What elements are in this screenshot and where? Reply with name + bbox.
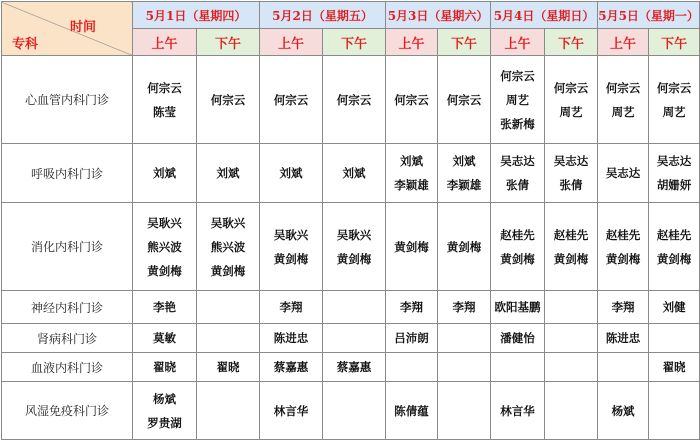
schedule-cell [260, 353, 323, 382]
schedule-cell [197, 144, 260, 203]
doctor-name: 林言华 [273, 403, 309, 418]
department-row [2, 56, 700, 144]
doctor-name: 吴耿兴 [273, 227, 309, 242]
doctor-name: 林言华 [500, 403, 535, 418]
doctor-name: 翟晓 [662, 360, 686, 374]
doctor-name: 吴耿兴 [210, 215, 246, 230]
schedule-cell [649, 56, 700, 144]
schedule-cell [598, 56, 649, 144]
schedule-cell [649, 291, 700, 324]
doctor-name: 张新梅 [500, 116, 535, 131]
doctor-name: 周艺 [662, 104, 686, 119]
schedule-cell [386, 382, 438, 440]
schedule-cell [323, 56, 386, 144]
doctor-name: 何宗云 [500, 68, 535, 83]
schedule-cell [197, 56, 260, 144]
department-name: 神经内科门诊 [2, 291, 133, 324]
doctor-name: 何宗云 [553, 80, 589, 95]
doctor-name: 欧阳基鹏 [494, 300, 541, 314]
schedule-cell [598, 382, 649, 440]
doctor-name: 周艺 [611, 104, 635, 119]
corner-time-label: 时间 [69, 20, 96, 35]
doctor-name: 何宗云 [656, 80, 692, 95]
date-header: 5月5日（星期一） [598, 2, 700, 29]
schedule-cell [197, 203, 260, 291]
schedule-cell [438, 203, 491, 291]
schedule-cell [323, 324, 386, 353]
schedule-cell [545, 291, 598, 324]
schedule-cell [260, 382, 323, 440]
schedule-cell [438, 324, 491, 353]
doctor-name: 吴志达 [500, 154, 535, 168]
schedule-cell [598, 324, 649, 353]
schedule-cell [598, 203, 649, 291]
doctor-name: 罗贵湖 [147, 415, 182, 430]
doctor-name: 刘斌 [342, 166, 366, 180]
department-row [2, 144, 700, 203]
doctor-name: 周艺 [506, 92, 530, 107]
schedule-cell [649, 144, 700, 203]
schedule-cell [438, 353, 491, 382]
corner-header [2, 2, 133, 56]
doctor-name: 赵桂先 [605, 227, 641, 242]
date-header: 5月4日（星期日） [491, 2, 598, 29]
schedule-cell [491, 291, 545, 324]
department-name: 心血管内科门诊 [2, 56, 133, 144]
department-name: 肾病科门诊 [2, 324, 133, 353]
doctor-name: 吴志达 [605, 166, 641, 180]
doctor-name: 吴耿兴 [147, 215, 182, 230]
doctor-name: 陈倩蕴 [394, 403, 429, 418]
schedule-cell [491, 382, 545, 440]
pm-header: 下午 [323, 29, 386, 56]
doctor-name: 黄剑梅 [605, 251, 641, 266]
am-header: 上午 [260, 29, 323, 56]
schedule-cell [386, 144, 438, 203]
schedule-cell [197, 382, 260, 440]
doctor-name: 何宗云 [446, 92, 482, 107]
doctor-name: 赵桂先 [500, 227, 535, 242]
department-row [2, 353, 700, 382]
department-row [2, 324, 700, 353]
doctor-name: 吴耿兴 [336, 227, 372, 242]
schedule-cell [491, 203, 545, 291]
schedule-cell [260, 144, 323, 203]
doctor-name: 李颖雄 [394, 178, 429, 192]
schedule-cell [323, 291, 386, 324]
doctor-name: 吴志达 [553, 154, 589, 168]
doctor-name: 黄剑梅 [394, 239, 429, 254]
schedule-body [2, 56, 700, 440]
doctor-name: 李艳 [153, 300, 176, 314]
pm-header: 下午 [197, 29, 260, 56]
department-name: 风湿免疫科门诊 [2, 382, 133, 440]
schedule-cell [323, 382, 386, 440]
doctor-name: 何宗云 [336, 92, 372, 107]
pm-header: 下午 [649, 29, 700, 56]
doctor-name: 何宗云 [605, 80, 641, 95]
schedule-cell [649, 382, 700, 440]
schedule-cell [649, 203, 700, 291]
schedule-cell [260, 291, 323, 324]
schedule-cell [491, 144, 545, 203]
schedule-cell [386, 324, 438, 353]
schedule-cell [133, 353, 197, 382]
schedule-cell [197, 353, 260, 382]
doctor-name: 何宗云 [147, 80, 182, 95]
doctor-name: 熊兴波 [147, 239, 182, 254]
department-row [2, 203, 700, 291]
schedule-cell [133, 144, 197, 203]
doctor-name: 赵桂先 [553, 227, 589, 242]
schedule-cell [260, 56, 323, 144]
schedule-cell [197, 324, 260, 353]
schedule-cell [260, 324, 323, 353]
doctor-name: 黄剑梅 [553, 251, 589, 266]
date-header: 5月3日（星期六） [386, 2, 491, 29]
doctor-name: 何宗云 [394, 92, 429, 107]
doctor-name: 黄剑梅 [446, 239, 482, 254]
schedule-cell [386, 203, 438, 291]
am-header: 上午 [491, 29, 545, 56]
schedule-cell [386, 291, 438, 324]
doctor-name: 杨斌 [153, 391, 176, 406]
doctor-name: 蔡嘉惠 [336, 360, 372, 374]
doctor-name: 刘斌 [216, 166, 240, 180]
doctor-name: 黄剑梅 [147, 263, 182, 278]
schedule-cell [438, 291, 491, 324]
schedule-cell [598, 144, 649, 203]
doctor-name: 何宗云 [210, 92, 246, 107]
department-name: 血液内科门诊 [2, 353, 133, 382]
doctor-name: 翟晓 [216, 360, 240, 374]
doctor-name: 陈进忠 [273, 331, 309, 345]
schedule-cell [438, 144, 491, 203]
doctor-name: 周艺 [559, 104, 583, 119]
am-header: 上午 [133, 29, 197, 56]
doctor-name: 张倩 [559, 178, 583, 192]
schedule-cell [260, 203, 323, 291]
doctor-name: 吕沛朗 [394, 331, 429, 345]
department-name: 呼吸内科门诊 [2, 144, 133, 203]
doctor-name: 莫敏 [153, 331, 176, 345]
department-row [2, 382, 700, 440]
schedule-cell [133, 203, 197, 291]
doctor-name: 陈进忠 [605, 331, 641, 345]
doctor-name: 黄剑梅 [336, 251, 372, 266]
schedule-cell [545, 56, 598, 144]
date-header: 5月2日（星期五） [260, 2, 386, 29]
doctor-name: 黄剑梅 [656, 251, 692, 266]
date-header-row [2, 2, 700, 29]
pm-header: 下午 [545, 29, 598, 56]
pm-header: 下午 [438, 29, 491, 56]
date-header: 5月1日（星期四） [133, 2, 260, 29]
doctor-name: 李翔 [611, 300, 635, 314]
schedule-cell [197, 291, 260, 324]
schedule-cell [491, 353, 545, 382]
doctor-name: 李翔 [279, 300, 303, 314]
schedule-cell [545, 382, 598, 440]
doctor-name: 黄剑梅 [500, 251, 535, 266]
schedule-cell [649, 324, 700, 353]
doctor-name: 刘斌 [153, 166, 176, 180]
schedule-cell [545, 353, 598, 382]
am-header: 上午 [598, 29, 649, 56]
schedule-cell [649, 353, 700, 382]
schedule-cell [323, 203, 386, 291]
schedule-cell [133, 291, 197, 324]
schedule-cell [545, 324, 598, 353]
doctor-name: 李翔 [452, 300, 476, 314]
doctor-name: 刘斌 [452, 154, 476, 168]
doctor-name: 吴志达 [656, 154, 692, 168]
schedule-cell [598, 291, 649, 324]
doctor-name: 张倩 [506, 178, 530, 192]
doctor-name: 杨斌 [611, 403, 635, 418]
schedule-cell [323, 144, 386, 203]
schedule-cell [545, 144, 598, 203]
doctor-name: 赵桂先 [656, 227, 692, 242]
doctor-name: 翟晓 [153, 360, 176, 374]
doctor-name: 李翔 [400, 300, 424, 314]
doctor-name: 蔡嘉惠 [273, 360, 309, 374]
schedule-cell [491, 324, 545, 353]
clinic-schedule-table [1, 1, 700, 440]
doctor-name: 陈莹 [153, 104, 176, 119]
department-row [2, 291, 700, 324]
corner-specialty-label: 专科 [12, 37, 39, 52]
schedule-cell [133, 382, 197, 440]
schedule-cell [438, 56, 491, 144]
department-name: 消化内科门诊 [2, 203, 133, 291]
doctor-name: 黄剑梅 [273, 251, 309, 266]
doctor-name: 刘健 [662, 300, 686, 314]
schedule-cell [133, 56, 197, 144]
doctor-name: 李颖雄 [446, 178, 482, 192]
doctor-name: 潘健怡 [500, 331, 535, 345]
doctor-name: 胡姗妍 [656, 178, 692, 192]
schedule-cell [386, 56, 438, 144]
schedule-cell [491, 56, 545, 144]
doctor-name: 黄剑梅 [210, 263, 246, 278]
schedule-cell [133, 324, 197, 353]
doctor-name: 何宗云 [273, 92, 309, 107]
am-header: 上午 [386, 29, 438, 56]
schedule-cell [545, 203, 598, 291]
schedule-cell [323, 353, 386, 382]
schedule-cell [438, 382, 491, 440]
schedule-cell [598, 353, 649, 382]
doctor-name: 刘斌 [279, 166, 303, 180]
doctor-name: 熊兴波 [210, 239, 246, 254]
doctor-name: 刘斌 [400, 154, 424, 168]
schedule-cell [386, 353, 438, 382]
